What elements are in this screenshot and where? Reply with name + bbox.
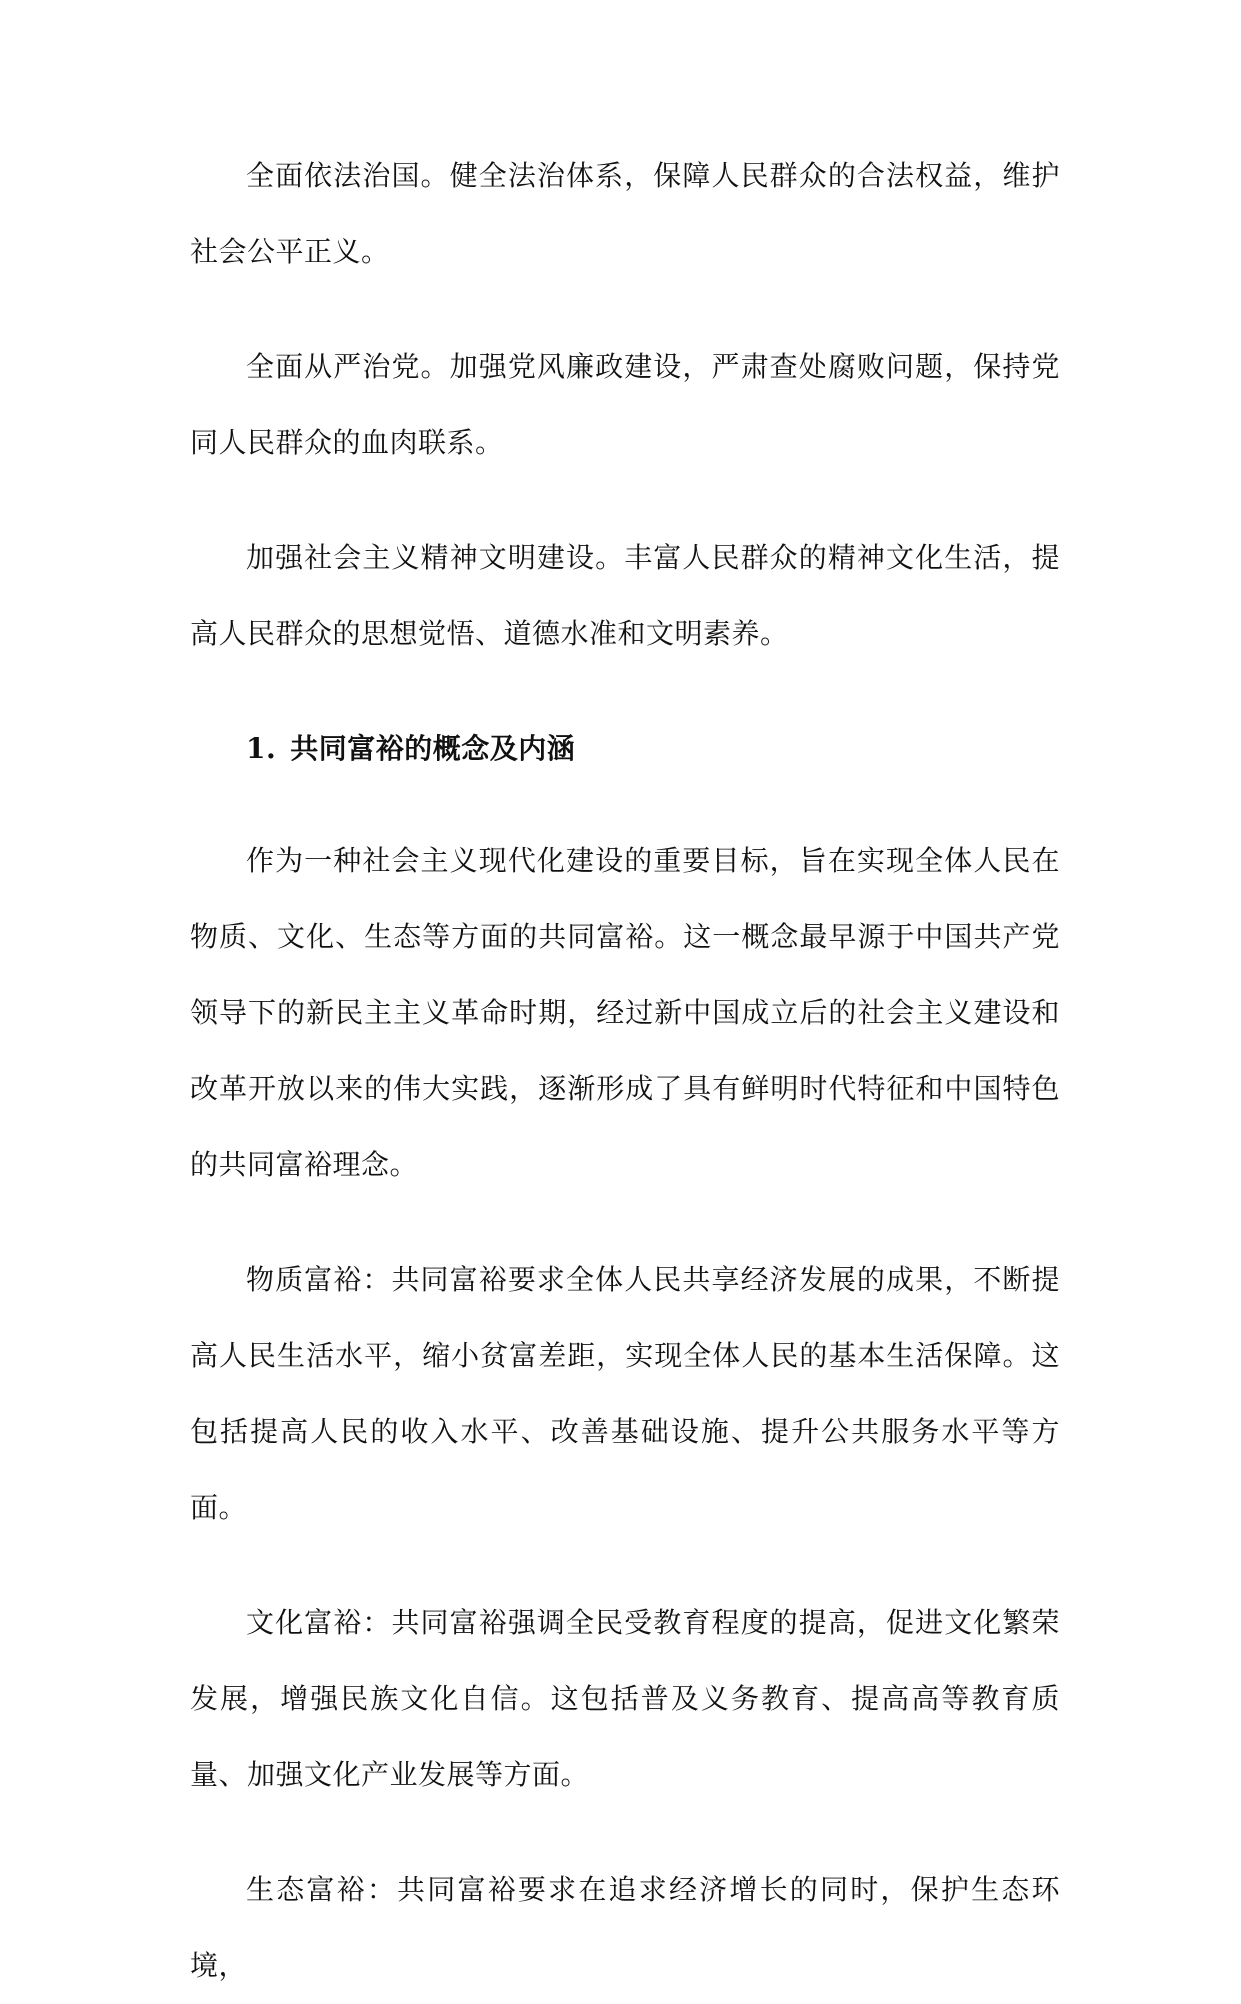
document-body — [190, 138, 1060, 2004]
section-number: 1. — [246, 732, 277, 765]
paragraph-ecological-prosperity: 生态富裕：共同富裕要求在追求经济增长的同时，保护生态环境， — [190, 1873, 1060, 1982]
section-heading — [246, 711, 1060, 787]
paragraph-spiritual-civilization: 加强社会主义精神文明建设。丰富人民群众的精神文化生活，提高人民群众的思想觉悟、道德水准和文明素养。 — [190, 541, 1060, 650]
paragraph-cultural-prosperity: 文化富裕：共同富裕强调全民受教育程度的提高，促进文化繁荣发展，增强民族文化自信。这包括普及义务教育、提高高等教育质量、加强文化产业发展等方面。 — [190, 1606, 1060, 1791]
paragraph-material-prosperity: 物质富裕：共同富裕要求全体人民共享经济发展的成果，不断提高人民生活水平，缩小贫富差距，实现全体人民的基本生活保障。这包括提高人民的收入水平、改善基础设施、提升公共服务水平等方面。 — [190, 1263, 1060, 1524]
paragraph-concept-intro: 作为一种社会主义现代化建设的重要目标，旨在实现全体人民在物质、文化、生态等方面的共同富裕。这一概念最早源于中国共产党领导下的新民主主义革命时期，经过新中国成立后的社会主义建设和改革开放以来的伟大实践，逐渐形成了具有鲜明时代特征和中国特色的共同富裕理念。 — [190, 844, 1060, 1181]
paragraph-rule-of-law: 全面依法治国。健全法治体系，保障人民群众的合法权益，维护社会公平正义。 — [190, 159, 1060, 268]
paragraph-party-governance: 全面从严治党。加强党风廉政建设，严肃查处腐败问题，保持党同人民群众的血肉联系。 — [190, 350, 1060, 459]
section-title: 共同富裕的概念及内涵 — [290, 732, 576, 765]
